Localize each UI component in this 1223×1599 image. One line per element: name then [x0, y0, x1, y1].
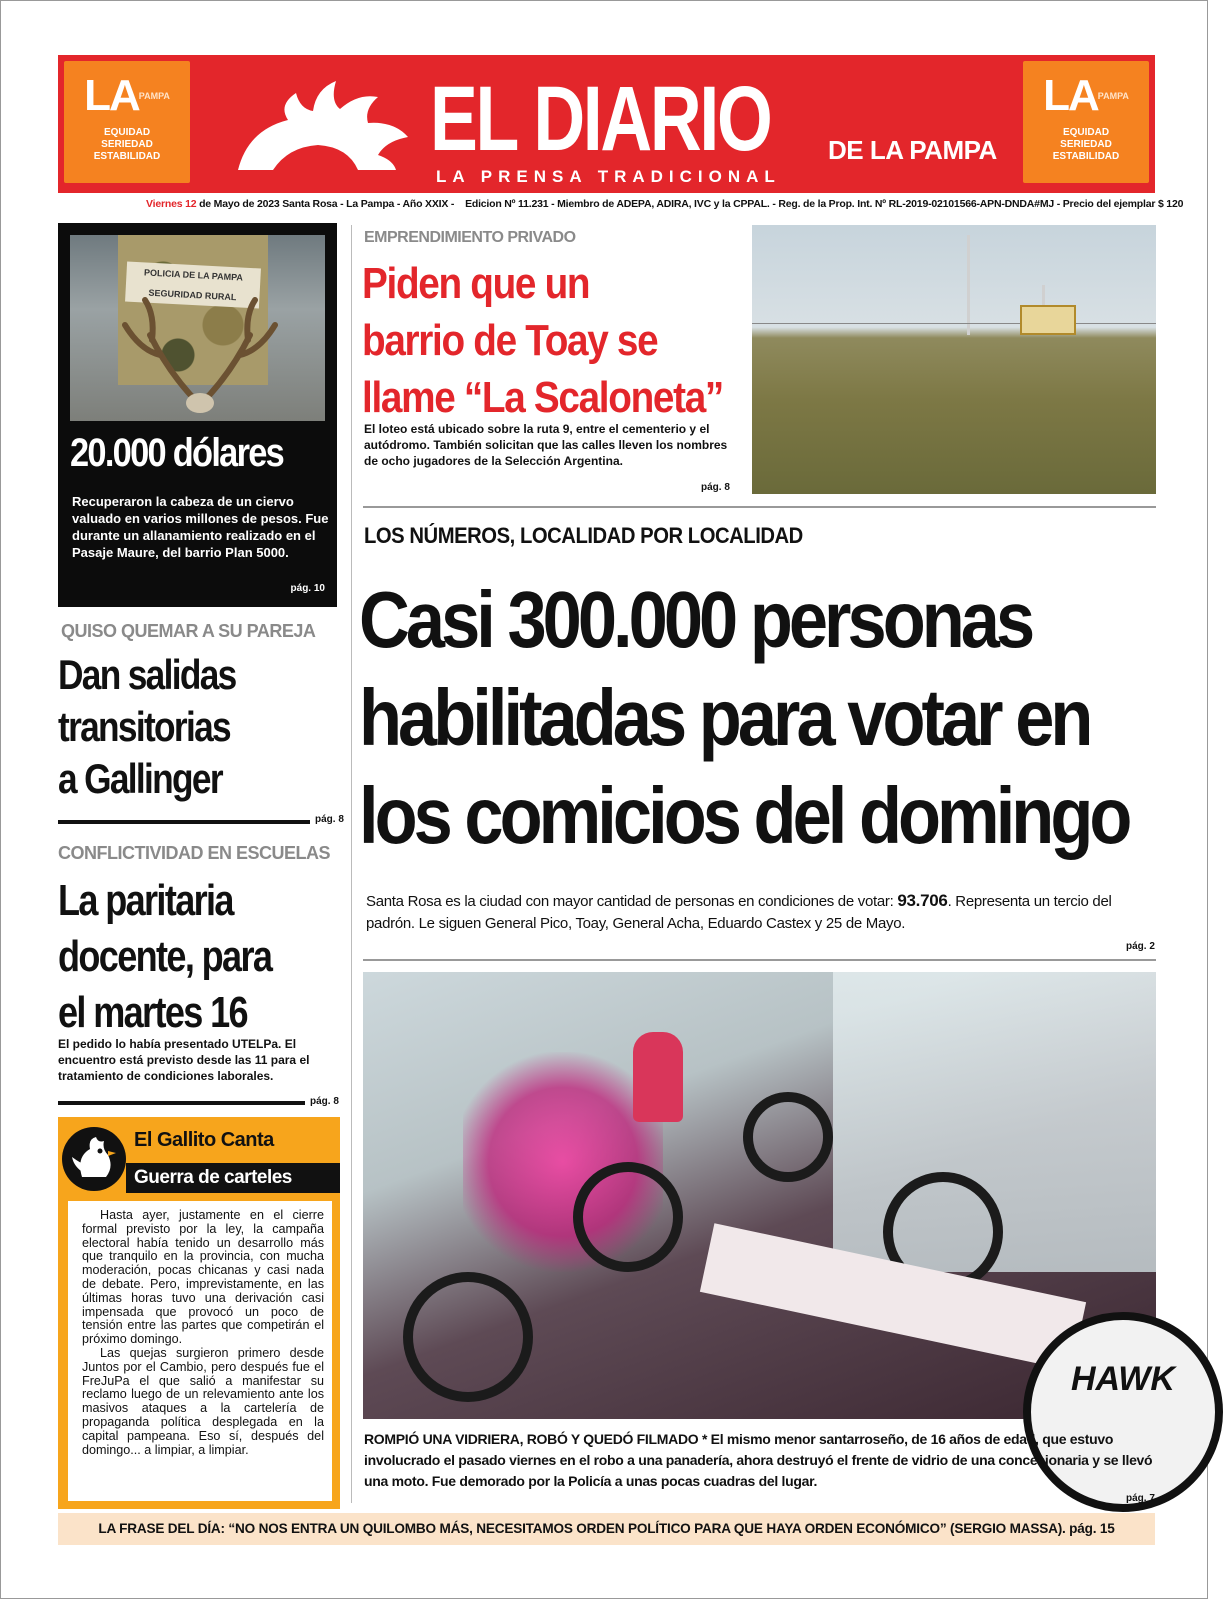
- page-ref: pág. 8: [315, 814, 344, 825]
- police-band: POLICIA DE LA PAMPA SEGURIDAD RURAL: [125, 262, 261, 309]
- gallito-subtitle: Guerra de carteles: [134, 1167, 292, 1188]
- page-ref: pág. 2: [1126, 941, 1155, 952]
- gallito-header: [58, 1117, 340, 1197]
- wheel: [743, 1092, 833, 1182]
- brand-sign: HAWK: [1023, 1312, 1223, 1512]
- page-ref: pág. 8: [310, 1096, 339, 1107]
- main-kicker: LOS NÚMEROS, LOCALIDAD POR LOCALIDAD: [364, 523, 803, 548]
- paritaria-body: El pedido lo había presentado UTELPa. El encuentro está previsto desde las 11 para el tratamiento de condiciones laborales.: [58, 1037, 310, 1083]
- column-divider: [351, 225, 352, 1503]
- caption-lead: ROMPIÓ UNA VIDRIERA, ROBÓ Y QUEDÓ FILMADO: [364, 1431, 699, 1447]
- rooster-icon: [62, 1127, 126, 1191]
- billboard: [1020, 305, 1076, 335]
- page-ref: pág. 7: [1126, 1493, 1155, 1504]
- deer-head-photo: [70, 235, 325, 421]
- motto-line: EQUIDAD: [1062, 127, 1110, 138]
- paritaria-headline: La paritaria docente, para el martes 16: [58, 876, 272, 1037]
- dateline-date: de Mayo de 2023 Santa Rosa - La Pampa - Año XXIX -: [199, 198, 455, 210]
- divider: [363, 959, 1156, 961]
- gallinger-headline: Dan salidas transitorias a Gallinger: [58, 651, 236, 802]
- story-paritaria[interactable]: [58, 873, 318, 1041]
- wheel: [403, 1272, 533, 1402]
- scaloneta-body: El loteo está ubicado sobre la ruta 9, entre el cementerio y el autódromo. También solicitan que las calles lleven los nombres de ocho jugadores de la Selección Argentina.: [364, 422, 728, 468]
- la-pampa-badge-left: [64, 61, 190, 183]
- masthead-title: EL DIARIO: [430, 68, 771, 170]
- dateline: [58, 198, 1184, 216]
- gallinger-kicker: QUISO QUEMAR A SU PAREJA: [61, 621, 316, 641]
- quote-of-the-day: LA FRASE DEL DÍA: “NO NOS ENTRA UN QUILOMBO MÁS, NECESITAMOS ORDEN POLÍTICO PARA QUE HAYA ORDEN ECONÓMICO” (SERGIO MASSA). pág. 15: [58, 1513, 1155, 1545]
- paragraph: Las quejas surgieron primero desde Juntos por el Cambio, pero después fue el FreJuPa el que salió a manifestar su reclamo luego de un relevamiento ante los masivos ataques a la cartelería de propaganda política desplegada en la capital pampeana. Eso sí, después del domingo... a limpiar, a limpiar.: [82, 1345, 324, 1457]
- fence-wire: [752, 323, 1156, 324]
- scaloneta-kicker: EMPRENDIMIENTO PRIVADO: [364, 229, 576, 246]
- divider: [58, 1101, 305, 1105]
- la-pampa-badge-right: [1023, 61, 1149, 183]
- masthead-tagline: LA PRENSA TRADICIONAL: [436, 167, 781, 186]
- power-pole: [967, 235, 970, 335]
- moto-caption[interactable]: ROMPIÓ UNA VIDRIERA, ROBÓ Y QUEDÓ FILMADO * El mismo menor santarroseño, de 16 años de edad, que estuvo involucrado el pasado viernes en el robo a una panadería, ahora destruyó el frente de vidrio de una concesionaria y se llevó una moto. Fue demorado por la Policía a unas pocas cuadras del lugar.: [364, 1431, 1153, 1489]
- gallito-title: El Gallito Canta: [134, 1129, 274, 1151]
- divider: [363, 506, 1156, 508]
- voters-count: 93.706: [897, 891, 948, 910]
- la-logo: $LA^{PAMPA}$: [1043, 71, 1129, 120]
- paragraph: Hasta ayer, justamente en el cierre formal previsto por la ley, la campaña electoral había tenido un desarrollo más que tranquilo en la provincia, con mucha moderación, pocas chicanas y casi nada de debate. Pero, imprevistamente, en las últimas horas tuvo una derivación casi impensada que provocó un poco de tensión entre las partes que competirán el próximo domingo.: [82, 1208, 324, 1347]
- sun-emblem-icon: [218, 75, 418, 175]
- story-gallinger[interactable]: [58, 649, 269, 805]
- masthead-subtitle: DE LA PAMPA: [828, 135, 997, 165]
- motorcycle-store-photo: [363, 972, 1175, 1419]
- scaloneta-headline[interactable]: Piden que un barrio de Toay se llame “La Scaloneta”: [362, 259, 723, 422]
- motto-line: SERIEDAD: [1060, 139, 1112, 150]
- field-photo: [752, 225, 1156, 494]
- la-logo: $LA^{PAMPA}$: [84, 71, 170, 120]
- dateline-weekday: Viernes 12: [146, 198, 197, 210]
- person-silhouette: [633, 1032, 683, 1122]
- motto-line: ESTABILIDAD: [93, 151, 161, 162]
- dollars-headline: 20.000 dólares: [70, 431, 284, 475]
- divider: [58, 820, 310, 824]
- dateline-edition: Edicion Nº 11.231 - Miembro de ADEPA, ADIRA, IVC y la CPPAL. - Reg. de la Prop. Int. Nº RL-2019-02101566-APN-DNDA#MJ - Precio del ejemplar $ 120: [465, 198, 1184, 210]
- gallito-text: [68, 1201, 332, 1501]
- masthead: [58, 55, 1155, 193]
- paritaria-kicker: CONFLICTIVIDAD EN ESCUELAS: [58, 843, 331, 863]
- dollars-body: Recuperaron la cabeza de un ciervo valuado en varios millones de pesos. Fue durante un allanamiento realizado en el Pasaje Maure, del barrio Plan 5000.: [72, 494, 329, 560]
- main-headline[interactable]: Casi 300.000 personas habilitadas para votar en los comicios del domingo: [359, 575, 1129, 860]
- antler-icon: [100, 295, 300, 415]
- motto-line: EQUIDAD: [103, 127, 151, 138]
- wheel: [573, 1162, 683, 1272]
- page-ref: pág. 8: [701, 482, 730, 493]
- story-dollars[interactable]: [58, 223, 337, 607]
- main-body: Santa Rosa es la ciudad con mayor cantidad de personas en condiciones de votar: 93.706. Representa un tercio del padrón. Le siguen General Pico, Toay, General Acha, Eduardo Castex y 25 de Mayo.: [366, 891, 1112, 932]
- gallito-canta-box[interactable]: [58, 1117, 340, 1509]
- motto-line: ESTABILIDAD: [1052, 151, 1120, 162]
- motto-line: SERIEDAD: [101, 139, 153, 150]
- page-ref: pág. 10: [290, 583, 325, 594]
